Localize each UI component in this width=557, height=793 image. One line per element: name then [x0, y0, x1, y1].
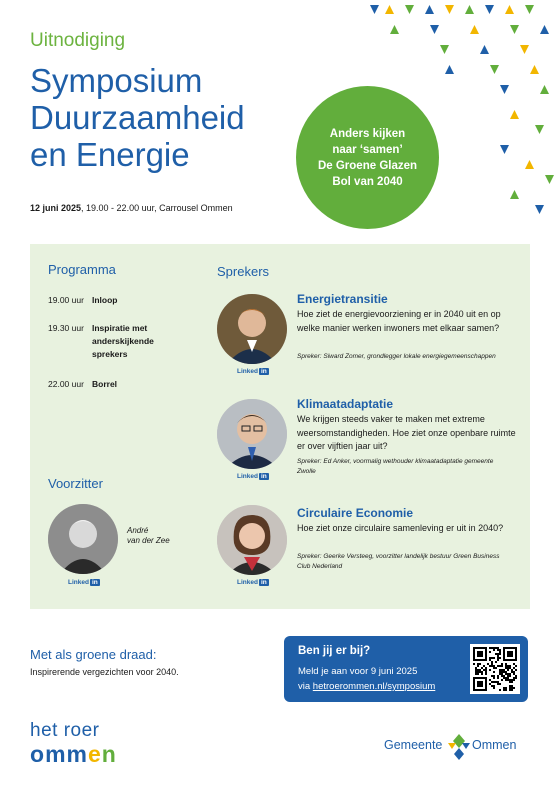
gemeente-ommen-emblem-icon: [448, 734, 470, 760]
qr-module: [499, 683, 501, 685]
qr-module: [495, 661, 497, 663]
programma-heading: Programma: [48, 262, 116, 277]
linkedin-text: Linked: [237, 368, 258, 375]
qr-module: [497, 655, 499, 657]
qr-module: [501, 671, 503, 673]
qr-module: [513, 671, 515, 673]
speaker-question: We krijgen steeds vaker te maken met extreme weersomstandigheden. Hoe ziet onze openbare ruimte er over vijftien jaar uit?: [297, 414, 516, 451]
qr-module: [513, 673, 515, 675]
qr-module: [481, 673, 483, 675]
speaker-photo: [217, 294, 287, 364]
kicker: Uitnodiging: [30, 30, 126, 51]
qr-module: [497, 653, 499, 655]
qr-module: [491, 675, 493, 677]
qr-module: [501, 663, 503, 665]
qr-module: [499, 673, 501, 675]
qr-module: [493, 671, 495, 673]
qr-module: [507, 667, 509, 669]
qr-module: [505, 677, 507, 679]
qr-module: [513, 687, 515, 689]
qr-module: [511, 679, 513, 681]
page-title: [30, 62, 290, 173]
decorative-triangle: [500, 85, 509, 94]
qr-module: [481, 667, 483, 669]
speaker-topic: Energietransitie: [297, 292, 388, 306]
qr-module: [475, 667, 477, 669]
qr-module: [505, 667, 507, 669]
decorative-triangle: [430, 25, 439, 34]
qr-module: [505, 689, 507, 691]
qr-code-icon: [473, 647, 517, 691]
qr-module: [493, 675, 495, 677]
cta-text: [298, 664, 435, 694]
het-roer-ommen-logo: [30, 720, 117, 766]
speaker-photo: [217, 399, 287, 469]
qr-module: [511, 689, 513, 691]
decorative-triangle: [490, 65, 499, 74]
chair-name: [127, 526, 170, 546]
decorative-triangle: [480, 45, 489, 54]
qr-module: [503, 687, 505, 689]
qr-module: [489, 679, 491, 681]
program-label: Inloop: [92, 295, 118, 305]
theme-line: De Groene Glazen: [317, 159, 418, 172]
qr-module: [511, 687, 513, 689]
qr-module: [505, 663, 507, 665]
qr-module: [491, 685, 493, 687]
qr-module: [499, 669, 501, 671]
decorative-triangle: [385, 5, 394, 14]
qr-module: [479, 663, 481, 665]
qr-module: [513, 667, 515, 669]
qr-module: [505, 687, 507, 689]
registration-link[interactable]: hetroerommen.nl/symposium: [312, 681, 436, 692]
qr-module: [475, 671, 477, 673]
qr-module: [497, 659, 499, 661]
logo-letter: mm: [45, 741, 88, 767]
decorative-triangle: [505, 5, 514, 14]
qr-module: [493, 681, 495, 683]
qr-module: [499, 651, 501, 653]
qr-module: [473, 663, 475, 665]
qr-module: [485, 669, 487, 671]
qr-module: [501, 675, 503, 677]
qr-module: [489, 657, 491, 659]
qr-module: [497, 647, 499, 649]
decorative-triangle: [390, 25, 399, 34]
gemeente-label: Gemeente: [384, 738, 443, 752]
speaker-credit: Spreker: Siward Zomer, grondlegger lokale energiegemeenschappen: [297, 353, 496, 360]
voorzitter-heading: Voorzitter: [48, 476, 103, 491]
qr-module: [477, 669, 479, 671]
qr-module: [491, 657, 493, 659]
qr-module: [513, 677, 515, 679]
linkedin-text: Linked: [237, 473, 258, 480]
qr-module: [503, 689, 505, 691]
linkedin-icon: in: [91, 579, 98, 586]
qr-module: [507, 677, 509, 679]
qr-module: [503, 669, 505, 671]
qr-module: [493, 667, 495, 669]
qr-module: [505, 679, 507, 681]
qr-module: [491, 661, 493, 663]
qr-module: [495, 681, 497, 683]
qr-module: [499, 671, 501, 673]
title-line: Symposium: [30, 62, 203, 99]
qr-module: [499, 657, 501, 659]
qr-module: [485, 673, 487, 675]
chair-photo: [48, 504, 118, 574]
theme-circle: [296, 86, 439, 229]
decorative-triangle: [485, 5, 494, 14]
qr-module: [493, 687, 495, 689]
qr-module: [489, 683, 491, 685]
linkedin-link[interactable]: [237, 579, 269, 586]
qr-module: [491, 647, 493, 649]
decorative-triangle: [535, 125, 544, 134]
linkedin-text: Linked: [237, 579, 258, 586]
linkedin-icon: in: [260, 579, 267, 586]
cta-heading: Ben jij er bij?: [298, 645, 371, 657]
program-label: Inspiratie met anderskijkende sprekers: [92, 323, 154, 359]
qr-module: [497, 681, 499, 683]
decorative-triangle: [470, 25, 479, 34]
decorative-triangle: [465, 5, 474, 14]
decorative-triangle: [525, 160, 534, 169]
qr-module: [509, 675, 511, 677]
qr-module: [511, 669, 513, 671]
linkedin-text: Linked: [68, 579, 89, 586]
qr-module: [507, 673, 509, 675]
speaker-credit: Spreker: Geerke Versteeg, voorzitter landelijk bestuur Green Business Club Nederland: [297, 553, 500, 570]
qr-module: [493, 647, 495, 649]
qr-module: [505, 665, 507, 667]
qr-module: [507, 651, 513, 657]
qr-module: [515, 677, 517, 679]
qr-module: [477, 671, 479, 673]
qr-module: [497, 677, 499, 679]
qr-module: [475, 669, 477, 671]
logo-letter: e: [87, 741, 102, 767]
decorative-triangle: [510, 190, 519, 199]
logo-letter: n: [101, 741, 117, 767]
person-portrait-icon: [217, 505, 287, 575]
decorative-triangle: [510, 110, 519, 119]
speaker-photo: [217, 505, 287, 575]
decorative-triangle: [425, 5, 434, 14]
qr-module: [503, 671, 505, 673]
program-time: 22.00 uur: [48, 379, 84, 389]
qr-module: [509, 689, 511, 691]
cta-via: via: [298, 681, 313, 692]
qr-module: [497, 665, 499, 667]
theme-line: Bol van 2040: [332, 175, 403, 188]
cta-via-line: [298, 679, 435, 694]
qr-module: [493, 649, 495, 651]
qr-module: [509, 667, 511, 669]
qr-module: [481, 671, 483, 673]
qr-code[interactable]: [470, 644, 520, 694]
speaker-question: Hoe ziet onze circulaire samenleving er uit in 2040?: [297, 523, 504, 533]
program-time: 19.30 uur: [48, 323, 84, 333]
program-item: [48, 294, 182, 307]
qr-module: [479, 671, 481, 673]
qr-module: [503, 677, 505, 679]
qr-module: [483, 669, 485, 671]
qr-module: [497, 657, 499, 659]
qr-module: [501, 679, 503, 681]
program-item: [48, 378, 182, 391]
decorative-triangle: [405, 5, 414, 14]
qr-module: [497, 649, 499, 651]
qr-module: [513, 679, 515, 681]
qr-module: [505, 673, 507, 675]
sprekers-heading: Sprekers: [217, 264, 270, 279]
qr-module: [485, 667, 487, 669]
decorative-triangle: [445, 5, 454, 14]
program-time: 19.00 uur: [48, 295, 84, 305]
qr-module: [509, 673, 511, 675]
qr-module: [499, 649, 501, 651]
linkedin-icon: in: [260, 473, 267, 480]
qr-module: [501, 673, 503, 675]
event-dateline: [30, 203, 233, 213]
linkedin-link[interactable]: [68, 579, 100, 586]
qr-module: [475, 673, 477, 675]
qr-module: [491, 665, 493, 667]
decorative-triangle: [510, 25, 519, 34]
qr-module: [515, 669, 517, 671]
registration-box: [284, 636, 528, 702]
qr-module: [493, 677, 495, 679]
qr-module: [489, 647, 491, 649]
title-line: en Energie: [30, 136, 190, 173]
decorative-triangle: [440, 45, 449, 54]
qr-module: [495, 653, 497, 655]
speaker-credit: Spreker: Ed Anker, voormalig wethouder klimaatadaptatie gemeente Zwolle: [297, 458, 494, 475]
decorative-triangle: [525, 5, 534, 14]
qr-module: [515, 665, 517, 667]
theme-line: Anders kijken: [329, 127, 406, 140]
qr-module: [491, 663, 493, 665]
logo-letter: o: [30, 741, 46, 767]
chair-last-name: van der Zee: [127, 536, 170, 545]
decorative-triangle: [500, 145, 509, 154]
program-label: Borrel: [92, 379, 118, 389]
qr-module: [477, 665, 479, 667]
event-date: 12 juni 2025: [30, 203, 82, 213]
qr-module: [477, 663, 479, 665]
theme-line: naar ‘samen’: [332, 143, 403, 156]
qr-module: [501, 669, 503, 671]
qr-module: [487, 663, 489, 665]
qr-module: [493, 685, 495, 687]
qr-module: [509, 679, 511, 681]
decorative-triangle: [445, 65, 454, 74]
ommen-label: Ommen: [472, 738, 517, 752]
chair-first-name: André: [127, 526, 149, 535]
decorative-triangle: [520, 45, 529, 54]
qr-module: [507, 669, 509, 671]
qr-module: [491, 681, 493, 683]
event-time-location: , 19.00 - 22.00 uur, Carrousel Ommen: [81, 203, 233, 213]
qr-module: [493, 665, 495, 667]
thread-heading: Met als groene draad:: [30, 647, 157, 662]
qr-module: [511, 685, 513, 687]
qr-module: [511, 681, 513, 683]
qr-module: [509, 681, 511, 683]
person-portrait-icon: [217, 294, 287, 364]
decorative-triangle: [545, 175, 554, 184]
qr-module: [509, 687, 511, 689]
program-item: [48, 322, 174, 361]
qr-module: [511, 671, 513, 673]
logo-line-2: [30, 742, 117, 766]
qr-module: [497, 675, 499, 677]
speaker-topic: Circulaire Economie: [297, 506, 414, 520]
speaker-topic: Klimaatadaptatie: [297, 397, 394, 411]
logo-line-1: het roer: [30, 720, 100, 741]
speaker-question: Hoe ziet de energievoorziening er in 2040 uit en op welke manier werken inwoners met elkaar samen?: [297, 309, 501, 333]
qr-module: [509, 685, 511, 687]
qr-module: [507, 665, 509, 667]
program-panel: [30, 244, 530, 609]
qr-module: [495, 667, 497, 669]
cta-deadline: Meld je aan voor 9 juni 2025: [298, 666, 418, 677]
decorative-triangle: [530, 65, 539, 74]
linkedin-link[interactable]: [237, 368, 269, 375]
qr-module: [505, 671, 507, 673]
qr-module: [497, 683, 499, 685]
linkedin-link[interactable]: [237, 473, 269, 480]
qr-module: [499, 653, 501, 655]
qr-module: [489, 651, 491, 653]
decorative-triangle: [370, 5, 379, 14]
thread-text: Inspirerende vergezichten voor 2040.: [30, 667, 179, 677]
qr-module: [485, 671, 487, 673]
qr-module: [509, 665, 511, 667]
qr-module: [501, 665, 503, 667]
qr-module: [477, 673, 479, 675]
title-line: Duurzaamheid: [30, 99, 245, 136]
person-portrait-icon: [217, 399, 287, 469]
qr-module: [477, 681, 483, 687]
qr-module: [477, 651, 483, 657]
qr-module: [479, 669, 481, 671]
linkedin-icon: in: [260, 368, 267, 375]
qr-module: [489, 659, 491, 661]
qr-module: [507, 675, 509, 677]
qr-module: [513, 663, 515, 665]
qr-module: [503, 675, 505, 677]
decorative-triangle: [540, 85, 549, 94]
qr-module: [493, 657, 495, 659]
qr-module: [495, 647, 497, 649]
qr-module: [489, 665, 491, 667]
decorative-triangle: [540, 25, 549, 34]
person-portrait-icon: [48, 504, 118, 574]
qr-module: [507, 679, 509, 681]
qr-module: [499, 665, 501, 667]
qr-module: [483, 665, 485, 667]
decorative-triangle: [535, 205, 544, 214]
qr-module: [489, 669, 491, 671]
qr-module: [515, 675, 517, 677]
qr-module: [499, 689, 501, 691]
